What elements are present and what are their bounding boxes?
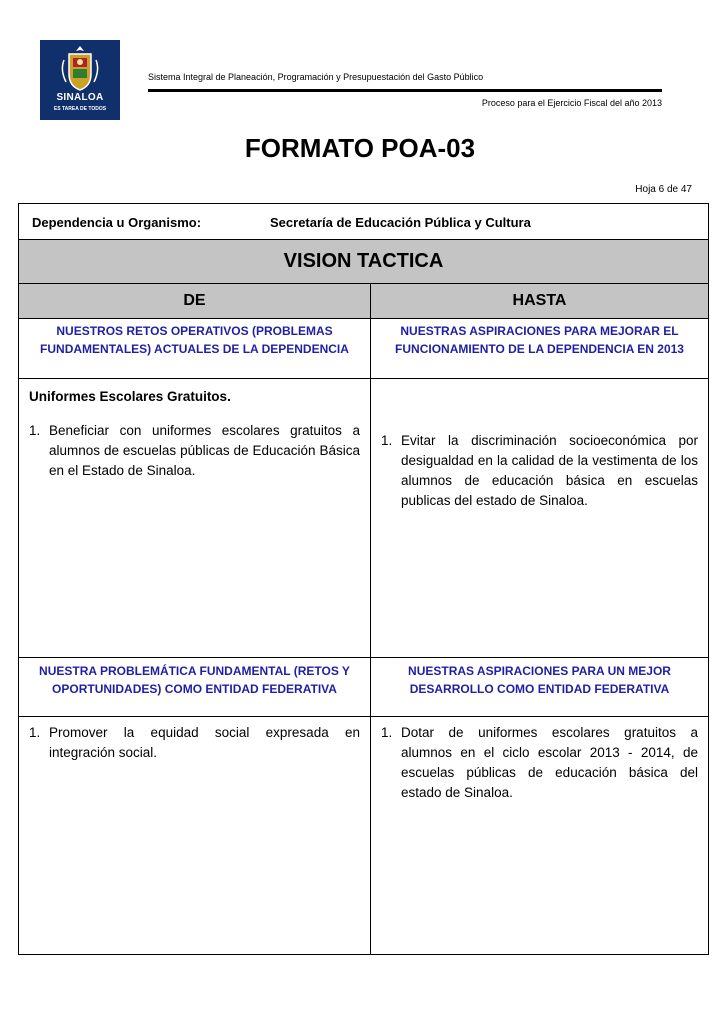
vision-title: VISION TACTICA <box>19 240 708 284</box>
section2-left-heading: NUESTRA PROBLEMÁTICA FUNDAMENTAL (RETOS Y OPORTUNIDADES) COMO ENTIDAD FEDERATIVA <box>19 658 371 716</box>
section1-left-heading: NUESTROS RETOS OPERATIVOS (PROBLEMAS FUNDAMENTALES) ACTUALES DE LA DEPENDENCIA <box>19 319 371 378</box>
section2-right-content <box>371 717 708 954</box>
vision-table <box>18 203 709 955</box>
sheet-number: Hoja 6 de 47 <box>635 184 692 195</box>
list-item <box>381 723 698 803</box>
list-item-number: 1. <box>29 725 41 740</box>
logo-tagline: ES TAREA DE TODOS <box>53 106 107 112</box>
list-item-text: Evitar la discriminación socioeconómica por desigualdad en la calidad de la vestimenta de los alumnos de educación básica en escuelas publicas del estado de Sinaloa. <box>401 433 698 508</box>
list-item <box>29 723 360 763</box>
list-item-number: 1. <box>29 423 41 438</box>
section1-left-content <box>19 379 371 657</box>
section2-left-content <box>19 717 371 954</box>
list-item-number: 1. <box>381 725 393 740</box>
list-item-text: Beneficiar con uniformes escolares gratuitos a alumnos de escuelas públicas de Educación Básica en el Estado de Sinaloa. <box>49 423 360 478</box>
column-header-from: DE <box>19 284 371 318</box>
sinaloa-logo <box>40 40 120 120</box>
section1-headings <box>19 319 708 379</box>
process-label: Proceso para el Ejercicio Fiscal del año 2013 <box>481 98 662 108</box>
section1-right-content <box>371 379 708 657</box>
section2-content <box>19 717 708 954</box>
dependency-row <box>19 204 708 240</box>
section2-right-heading: NUESTRAS ASPIRACIONES PARA UN MEJOR DESARROLLO COMO ENTIDAD FEDERATIVA <box>408 664 671 696</box>
section1-right-heading: NUESTRAS ASPIRACIONES PARA MEJORAR EL FUNCIONAMIENTO DE LA DEPENDENCIA EN 2013 <box>395 324 684 356</box>
list-item <box>381 431 698 511</box>
page-title: FORMATO POA-03 <box>244 133 476 163</box>
system-title: Sistema Integral de Planeación, Programación y Presupuestación del Gasto Público <box>148 72 484 82</box>
column-header-to: HASTA <box>512 292 567 309</box>
dependency-label: Dependencia u Organismo: <box>32 215 202 230</box>
list-item-text: Dotar de uniformes escolares gratuitos a alumnos en el ciclo escolar 2013 - 2014, de escuelas públicas de educación básica del estado de Sinaloa. <box>401 725 698 800</box>
section1-content <box>19 379 708 658</box>
section2-headings <box>19 658 708 717</box>
list-item-text: Promover la equidad social expresada en integración social. <box>49 725 360 760</box>
logo-wordmark: SINALOA <box>56 92 104 103</box>
column-headers <box>19 284 708 319</box>
list-item-number: 1. <box>381 433 393 448</box>
dependency-value: Secretaría de Educación Pública y Cultura <box>270 215 531 230</box>
program-title: Uniformes Escolares Gratuitos. <box>29 389 231 404</box>
list-item <box>29 421 360 481</box>
header-divider <box>148 89 662 92</box>
